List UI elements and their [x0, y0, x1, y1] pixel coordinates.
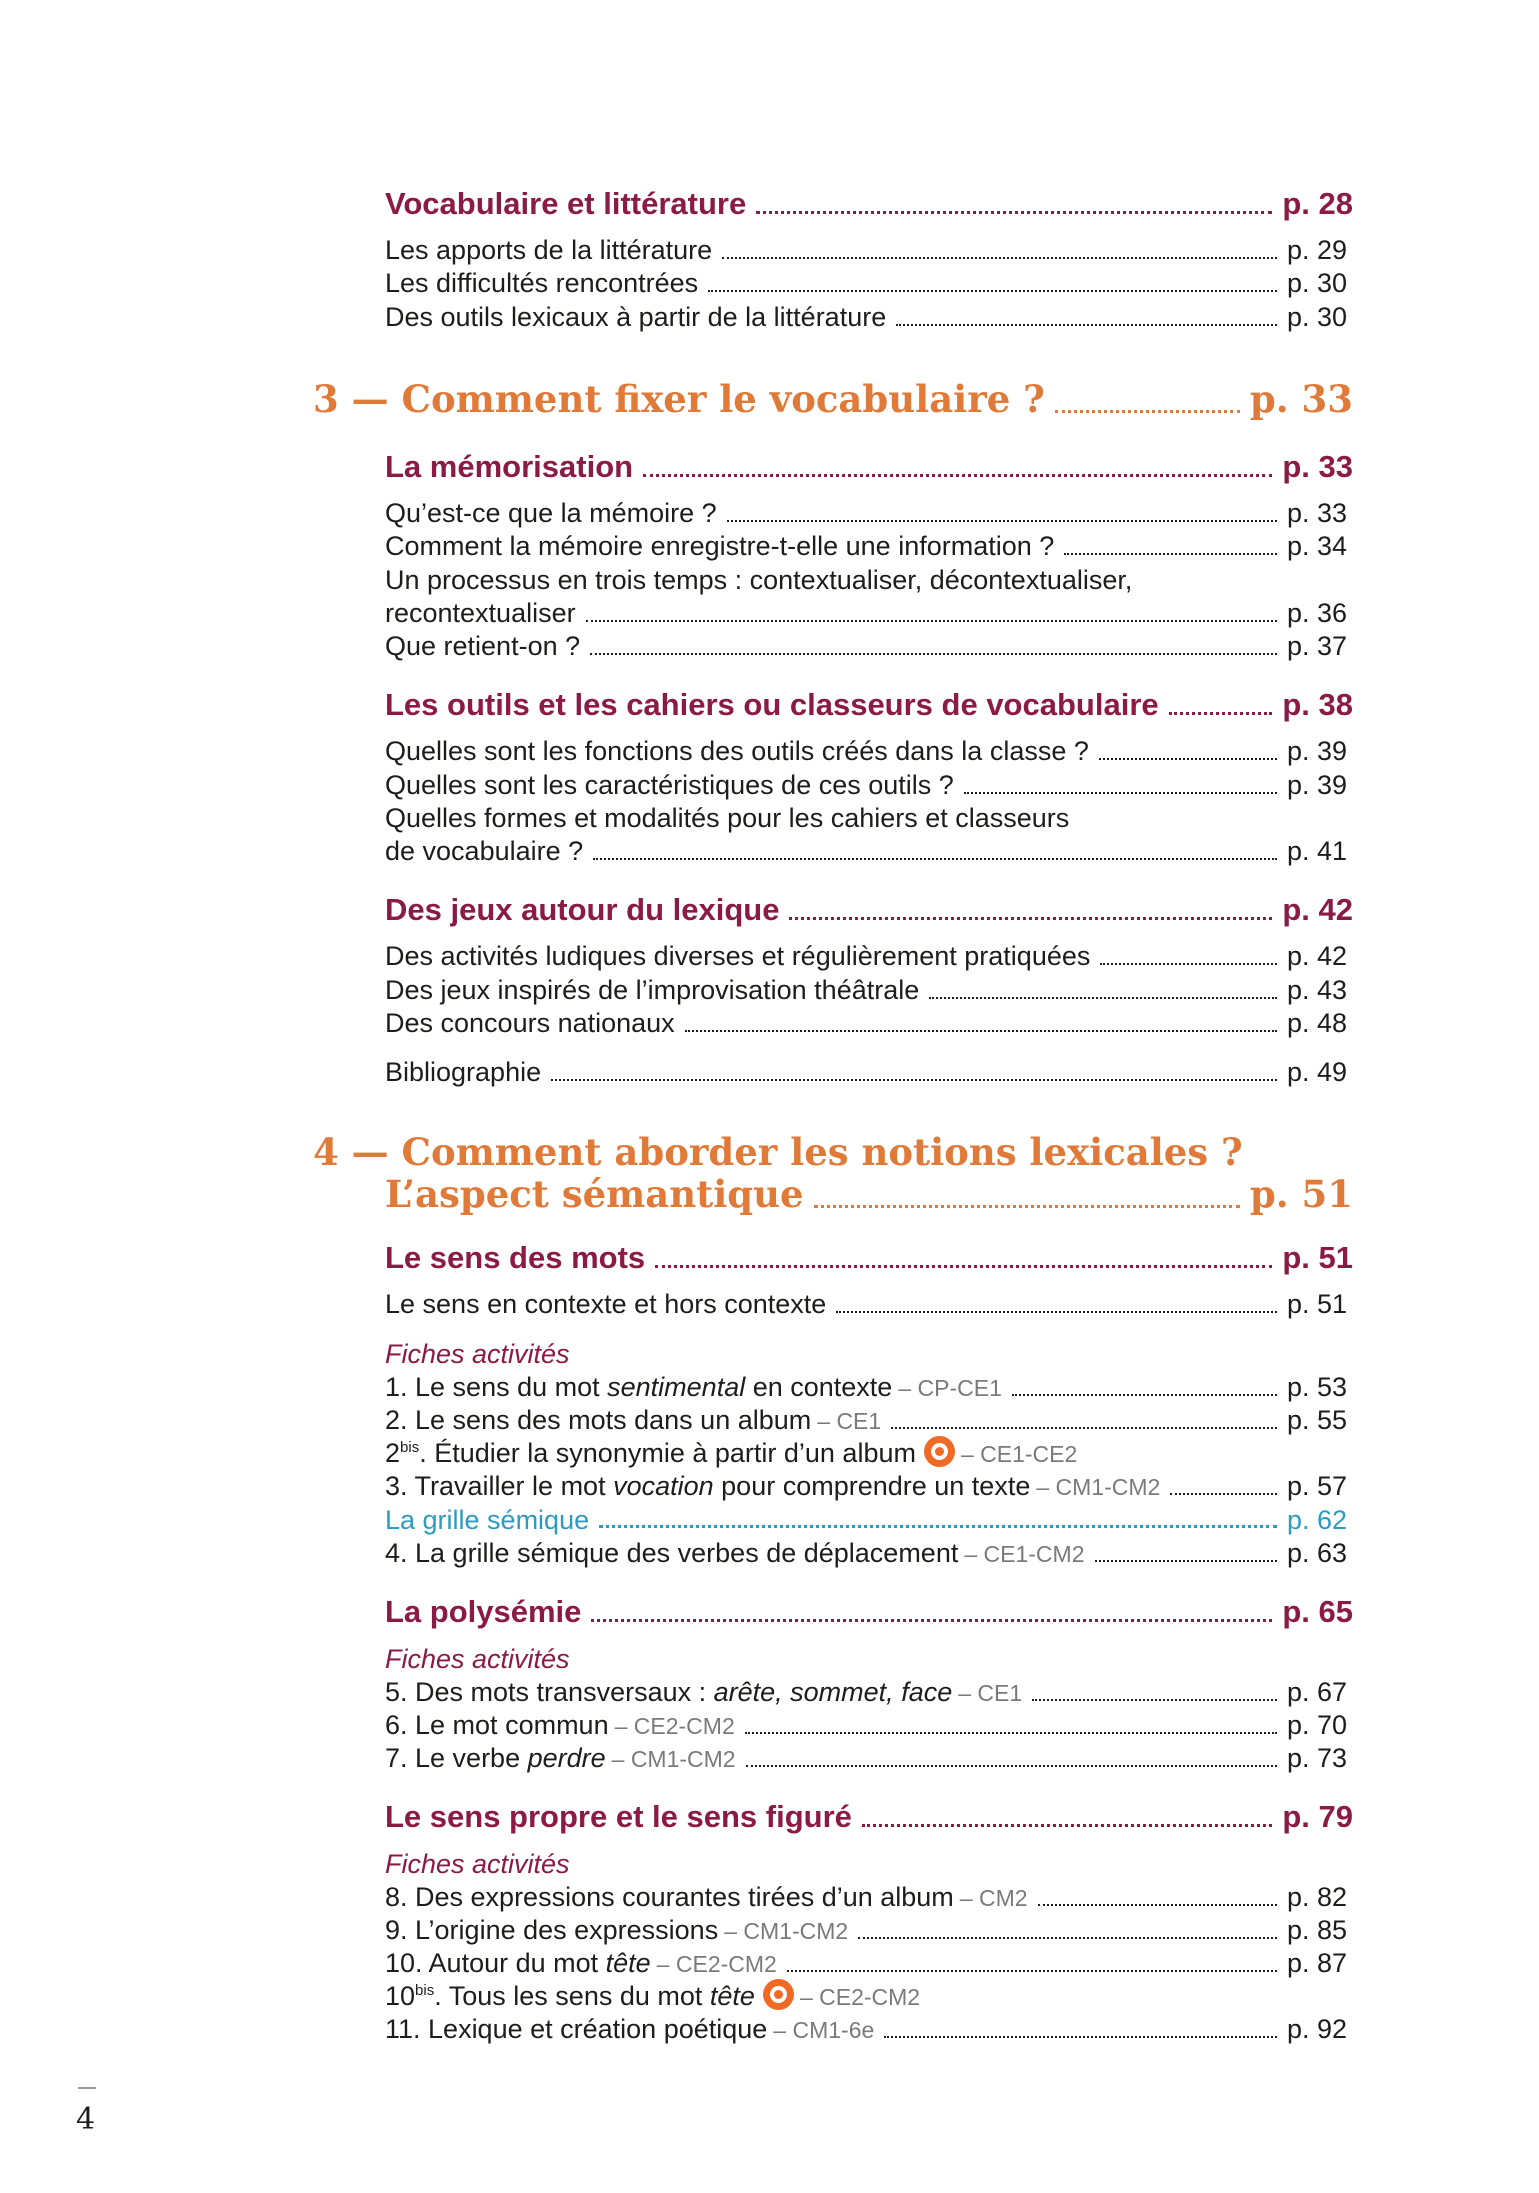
level-badge: – CM1-CM2 [611, 1746, 736, 1772]
page-ref: p. 34 [1287, 531, 1348, 561]
level-badge: – CM1-CM2 [724, 1918, 849, 1944]
section-heading[interactable] [385, 888, 1353, 928]
dot-leader [551, 1079, 1277, 1081]
entry-title: Des activités ludiques diverses et régulièrement pratiquées [385, 941, 1091, 971]
entry-title: Bibliographie [385, 1057, 542, 1087]
entry-title-part: sentimental [607, 1372, 746, 1402]
entry-title: 8. Des expressions courantes tirées d’un album – CM2 [385, 1882, 1028, 1912]
dot-leader [836, 1311, 1277, 1313]
entry-title: Quelles formes et modalités pour les cahiers et classeurs [385, 803, 1070, 833]
entry-title: La polysémie [385, 1594, 582, 1629]
dot-leader [746, 1765, 1277, 1767]
page-ref: p. 48 [1287, 1008, 1348, 1038]
level-badge: – CE1-CM2 [964, 1541, 1085, 1567]
page-ref: p. 30 [1287, 268, 1348, 298]
page-number: 4 [76, 2102, 96, 2137]
entry-title-part: 10. Autour du mot [385, 1948, 606, 1978]
entry-title: 4 — Comment aborder les notions lexicales ? [313, 1130, 1243, 1174]
page-ref: p. 33 [1282, 449, 1353, 484]
toc-entry[interactable] [385, 1529, 1353, 1569]
superscript-bis: bis [400, 1439, 420, 1456]
entry-title: Fiches activités [385, 1644, 570, 1674]
page-ref: p. 41 [1287, 836, 1348, 866]
page-ref: p. 29 [1287, 235, 1348, 265]
dot-leader [1095, 1560, 1278, 1562]
level-badge: – CE1 [817, 1408, 882, 1434]
level-badge: – CE1-CE2 [960, 1441, 1078, 1467]
page-ref: p. 42 [1287, 941, 1348, 971]
dot-leader [655, 1265, 1272, 1268]
entry-title: 9. L’origine des expressions – CM1-CM2 [385, 1915, 849, 1945]
level-badge: – CE2-CM2 [656, 1951, 777, 1977]
dot-leader [591, 1619, 1272, 1622]
entry-title: Quelles sont les caractéristiques de ces outils ? [385, 770, 954, 800]
entry-title: Un processus en trois temps : contextualiser, décontextualiser, [385, 565, 1133, 595]
dot-leader [756, 211, 1272, 214]
entry-title-part: . Tous les sens du mot [434, 1981, 710, 2011]
page-ref: p. 87 [1287, 1948, 1348, 1978]
dot-leader [1064, 553, 1277, 555]
page-ref: p. 53 [1287, 1372, 1348, 1402]
dot-leader [1099, 758, 1277, 760]
entry-title-part: 2 [385, 1438, 401, 1468]
toc-entry[interactable] [385, 999, 1353, 1039]
entry-title-part: . Étudier la synonymie à partir d’un album [419, 1438, 916, 1468]
entry-title: Le sens propre et le sens figuré [385, 1799, 852, 1834]
page-ref: p. 42 [1282, 892, 1353, 927]
folio-rule [78, 2087, 96, 2089]
chapter-heading[interactable] [313, 1126, 1353, 1174]
section-heading[interactable] [385, 445, 1353, 485]
entry-title: 3 — Comment fixer le vocabulaire ? [313, 377, 1045, 421]
page-ref: p. 39 [1287, 736, 1348, 766]
dot-leader [789, 917, 1272, 920]
entry-title: Que retient-on ? [385, 631, 581, 661]
page-ref: p. 43 [1287, 975, 1348, 1005]
page-ref: p. 37 [1287, 631, 1348, 661]
entry-title: Quelles sont les fonctions des outils créés dans la classe ? [385, 736, 1089, 766]
page-ref: p. 82 [1287, 1882, 1348, 1912]
dot-leader [708, 290, 1277, 292]
entry-title: Le sens des mots [385, 1240, 646, 1275]
toc-entry[interactable] [385, 1280, 1353, 1320]
section-heading[interactable] [385, 182, 1353, 222]
entry-title: Le sens en contexte et hors contexte [385, 1289, 827, 1319]
entry-title: Fiches activités [385, 1339, 570, 1369]
entry-title: L’aspect sémantique [385, 1172, 804, 1216]
entry-title: La mémorisation [385, 449, 634, 484]
entry-title-part: vocation [613, 1471, 714, 1501]
level-badge: – CM2 [959, 1885, 1028, 1911]
dot-leader [685, 1030, 1277, 1032]
dot-leader [1169, 712, 1273, 715]
dot-leader [862, 1824, 1272, 1827]
entry-title-part: pour comprendre un texte [713, 1471, 1031, 1501]
page-ref: p. 39 [1287, 770, 1348, 800]
page-ref: p. 73 [1287, 1743, 1348, 1773]
entry-title: 2. Le sens des mots dans un album – CE1 [385, 1405, 882, 1435]
entry-title-part: 5. Des mots transversaux : [385, 1677, 714, 1707]
level-badge: – CE1 [958, 1680, 1023, 1706]
page-ref: p. 79 [1282, 1799, 1353, 1834]
dot-leader [599, 1525, 1277, 1528]
entry-title-part: 3. Travailler le mot [385, 1471, 614, 1501]
entry-title [385, 1743, 736, 1774]
section-heading[interactable] [385, 1236, 1353, 1276]
page-ref: p. 67 [1287, 1677, 1348, 1707]
toc-entry[interactable] [385, 1048, 1353, 1088]
dot-leader [590, 653, 1277, 655]
page-ref: p. 51 [1282, 1240, 1353, 1275]
level-badge: – CM1-6e [773, 2017, 875, 2043]
entry-title-part: 1. Le sens du mot [385, 1372, 608, 1402]
toc-entry[interactable] [385, 293, 1353, 333]
dot-leader [593, 858, 1277, 860]
page-ref: p. 63 [1287, 1538, 1348, 1568]
dot-leader [884, 2036, 1277, 2038]
dot-leader [814, 1205, 1240, 1208]
chapter-heading[interactable] [385, 1168, 1353, 1216]
entry-title-part: tête [605, 1948, 651, 1978]
page-ref: p. 51 [1249, 1172, 1353, 1216]
dot-leader [1170, 1493, 1277, 1495]
entry-title: 4. La grille sémique des verbes de déplacement – CE1-CM2 [385, 1538, 1085, 1568]
entry-title: Fiches activités [385, 1849, 570, 1879]
dot-leader [896, 324, 1277, 326]
superscript-bis: bis [415, 1982, 435, 1999]
dot-leader [1055, 410, 1240, 413]
page-ref: p. 33 [1287, 498, 1348, 528]
entry-title: Vocabulaire et littérature [385, 186, 747, 221]
entry-title: Des outils lexicaux à partir de la littérature [385, 302, 887, 332]
entry-title: Comment la mémoire enregistre-t-elle une information ? [385, 531, 1055, 561]
section-heading[interactable] [385, 1795, 1353, 1835]
entry-title: Des concours nationaux [385, 1008, 675, 1038]
toc-entry[interactable] [385, 2005, 1353, 2045]
page-ref: p. 30 [1287, 302, 1348, 332]
page-ref: p. 38 [1282, 687, 1353, 722]
dot-leader [643, 474, 1272, 477]
entry-title: Qu’est-ce que la mémoire ? [385, 498, 717, 528]
page-ref: p. 28 [1282, 186, 1353, 221]
page-ref: p. 33 [1249, 377, 1353, 421]
entry-title-part: arête, sommet, face [713, 1677, 953, 1707]
page-ref: p. 51 [1287, 1289, 1348, 1319]
entry-title: recontextualiser [385, 598, 576, 628]
entry-title: La grille sémique [385, 1505, 590, 1535]
chapter-heading[interactable] [313, 373, 1353, 421]
entry-title: Des jeux inspirés de l’improvisation théâtrale [385, 975, 920, 1005]
page-ref: p. 92 [1287, 2014, 1348, 2044]
entry-title: Des jeux autour du lexique [385, 892, 780, 927]
toc-entry[interactable] [385, 622, 1353, 662]
entry-title-part: en contexte [745, 1372, 893, 1402]
entry-title: Les apports de la littérature [385, 235, 713, 265]
entry-title-part: 7. Le verbe [385, 1743, 528, 1773]
toc-entry[interactable] [385, 827, 1353, 867]
page-ref: p. 62 [1287, 1505, 1348, 1535]
entry-title: Les outils et les cahiers ou classeurs de vocabulaire [385, 687, 1159, 722]
level-badge: – CE2-CM2 [614, 1713, 735, 1739]
page-ref: p. 85 [1287, 1915, 1348, 1945]
toc-entry[interactable] [385, 1734, 1353, 1774]
page-ref: p. 49 [1287, 1057, 1348, 1087]
page-ref: p. 70 [1287, 1710, 1348, 1740]
entry-title: de vocabulaire ? [385, 836, 584, 866]
entry-title: Les difficultés rencontrées [385, 268, 699, 298]
section-heading[interactable] [385, 1590, 1353, 1630]
page-ref: p. 55 [1287, 1405, 1348, 1435]
entry-title-part: 10 [385, 1981, 416, 2011]
entry-title: 11. Lexique et création poétique – CM1-6e [385, 2014, 875, 2044]
entry-title-part: perdre [527, 1743, 606, 1773]
entry-title-part: tête [709, 1981, 755, 2011]
dot-leader [1100, 963, 1277, 965]
page-ref: p. 36 [1287, 598, 1348, 628]
level-badge: – CE2-CM2 [799, 1984, 921, 2010]
level-badge: – CM1-CM2 [1036, 1474, 1161, 1500]
section-heading[interactable] [385, 683, 1353, 723]
entry-title: 6. Le mot commun – CE2-CM2 [385, 1710, 735, 1740]
page-ref: p. 65 [1282, 1594, 1353, 1629]
level-badge: – CP-CE1 [898, 1375, 1002, 1401]
page-ref: p. 57 [1287, 1471, 1348, 1501]
